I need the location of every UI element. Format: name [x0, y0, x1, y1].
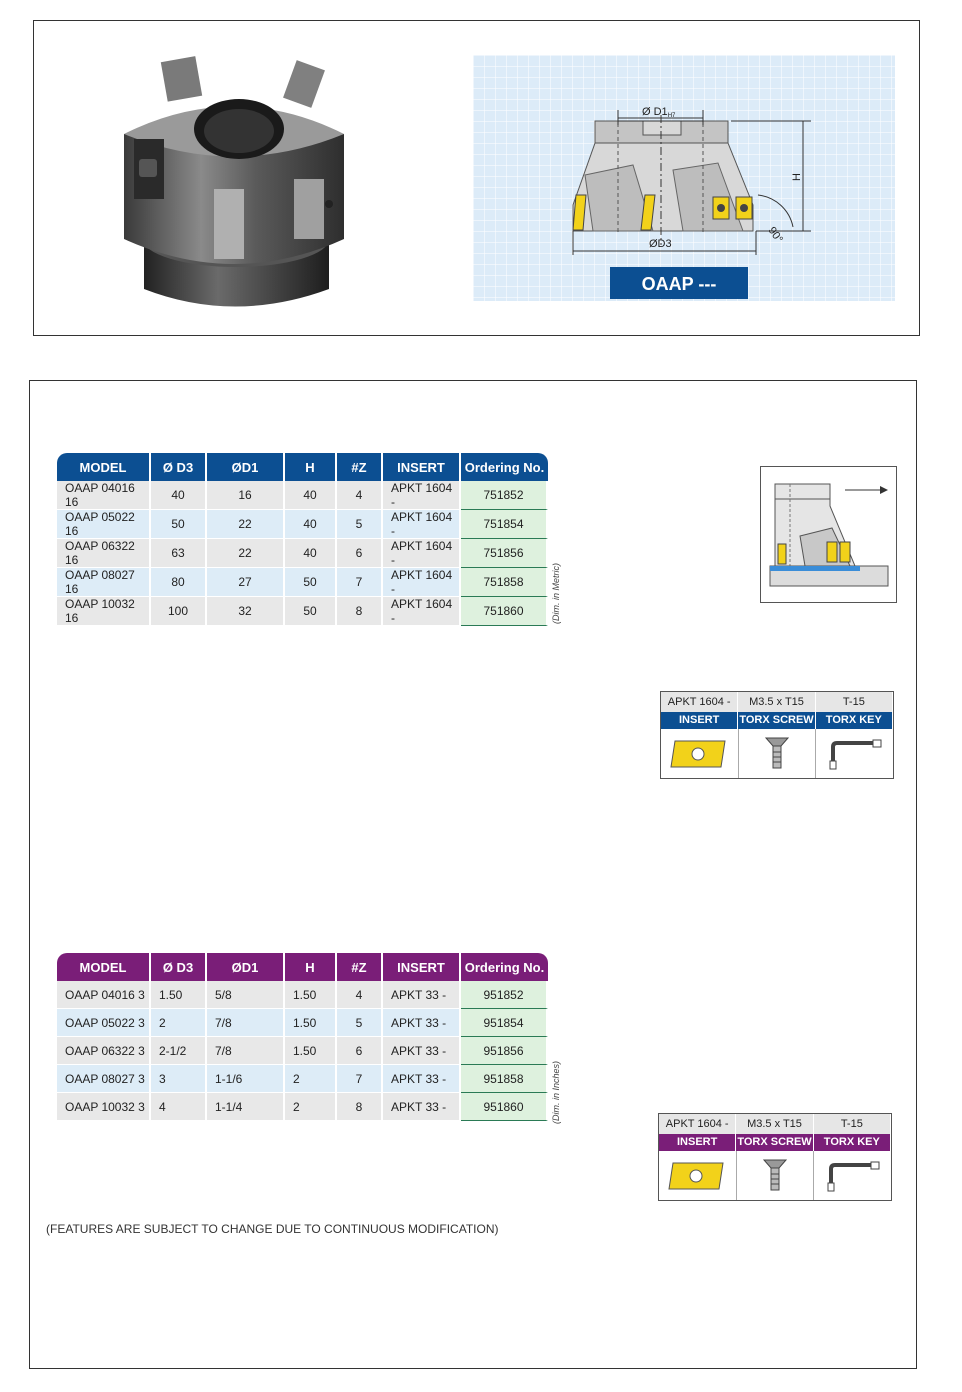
table-cell: 8 — [337, 597, 383, 626]
table-cell: 751854 — [461, 510, 548, 539]
table-cell: OAAP 06322 16 — [57, 539, 151, 568]
table-cell: OAAP 04016 3 — [57, 981, 151, 1009]
column-header: ØD1 — [207, 953, 285, 981]
table-cell: APKT 33 - — [383, 1065, 461, 1093]
table-cell: APKT 33 - — [383, 1093, 461, 1121]
table-cell: 22 — [207, 510, 285, 539]
key-label: TORX KEY — [814, 1134, 891, 1151]
metric-note: (Dim. in Metric) — [551, 563, 561, 624]
table-row — [57, 481, 548, 510]
table-cell: 50 — [285, 568, 337, 597]
table-cell: 2-1/2 — [151, 1037, 207, 1065]
table-cell: 4 — [151, 1093, 207, 1121]
table-cell: 5/8 — [207, 981, 285, 1009]
column-header: MODEL — [57, 453, 151, 481]
angle-label: 90° — [765, 224, 785, 246]
column-header: Ordering No. — [461, 453, 548, 481]
table-cell: 27 — [207, 568, 285, 597]
table-cell: 951854 — [461, 1009, 548, 1037]
table-cell: APKT 1604 - — [383, 539, 461, 568]
table-cell: 7 — [337, 1065, 383, 1093]
column-header: ØD1 — [207, 453, 285, 481]
milling-sketch — [760, 466, 897, 603]
table-cell: 1-1/6 — [207, 1065, 285, 1093]
column-header: INSERT — [383, 953, 461, 981]
table-cell: 32 — [207, 597, 285, 626]
table-cell: APKT 1604 - — [383, 481, 461, 510]
inch-spec-table — [57, 953, 548, 1121]
table-cell: 951856 — [461, 1037, 548, 1065]
table-cell: APKT 33 - — [383, 981, 461, 1009]
table-cell: 7/8 — [207, 1009, 285, 1037]
table-cell: 40 — [151, 481, 207, 510]
table-cell: 40 — [285, 539, 337, 568]
torx-screw-icon — [762, 734, 792, 774]
table-cell: OAAP 04016 16 — [57, 481, 151, 510]
table-cell: APKT 33 - — [383, 1037, 461, 1065]
table-row — [57, 1093, 548, 1121]
table-cell: OAAP 05022 16 — [57, 510, 151, 539]
table-row — [57, 597, 548, 626]
column-header: H — [285, 953, 337, 981]
h-label: H — [791, 173, 803, 181]
d3-label: ØD3 — [649, 238, 672, 250]
key-spec: T-15 — [814, 1114, 891, 1134]
inch-note: (Dim. in Inches) — [551, 1060, 561, 1124]
column-header: Ø D3 — [151, 953, 207, 981]
table-cell: 1.50 — [285, 1037, 337, 1065]
table-cell: OAAP 06322 3 — [57, 1037, 151, 1065]
table-cell: 40 — [285, 510, 337, 539]
table-cell: 1.50 — [285, 1009, 337, 1037]
table-row — [57, 1009, 548, 1037]
table-cell: 40 — [285, 481, 337, 510]
column-header: INSERT — [383, 453, 461, 481]
accessories-metric — [660, 691, 894, 779]
table-cell: 2 — [285, 1065, 337, 1093]
table-cell: 951860 — [461, 1093, 548, 1121]
table-cell: 63 — [151, 539, 207, 568]
table-cell: 4 — [337, 981, 383, 1009]
footer-note: (FEATURES ARE SUBJECT TO CHANGE DUE TO CONTINUOUS MODIFICATION) — [46, 1222, 499, 1236]
screw-spec: M3.5 x T15 — [738, 692, 815, 712]
table-cell: APKT 1604 - — [383, 568, 461, 597]
screw-label: TORX SCREW — [736, 1134, 813, 1151]
table-cell: 4 — [337, 481, 383, 510]
table-cell: 2 — [151, 1009, 207, 1037]
column-header: MODEL — [57, 953, 151, 981]
table-cell: 7 — [337, 568, 383, 597]
table-cell: OAAP 08027 16 — [57, 568, 151, 597]
table-cell: OAAP 10032 3 — [57, 1093, 151, 1121]
table-cell: 50 — [285, 597, 337, 626]
cutter-photo — [104, 39, 374, 324]
technical-diagram — [473, 55, 895, 301]
column-header: #Z — [337, 953, 383, 981]
table-cell: 751852 — [461, 481, 548, 510]
column-header: Ordering No. — [461, 953, 548, 981]
table-cell: 751858 — [461, 568, 548, 597]
table-cell: 751860 — [461, 597, 548, 626]
key-label: TORX KEY — [816, 712, 893, 729]
table-cell: 5 — [337, 1009, 383, 1037]
accessories-inch — [658, 1113, 892, 1201]
table-cell: 100 — [151, 597, 207, 626]
table-row — [57, 510, 548, 539]
table-cell: 6 — [337, 1037, 383, 1065]
table-cell: 80 — [151, 568, 207, 597]
table-cell: APKT 1604 - — [383, 597, 461, 626]
column-header: #Z — [337, 453, 383, 481]
table-row — [57, 1037, 548, 1065]
table-cell: 751856 — [461, 539, 548, 568]
table-cell: 951858 — [461, 1065, 548, 1093]
table-cell: 2 — [285, 1093, 337, 1121]
column-header: H — [285, 453, 337, 481]
insert-icon — [669, 737, 729, 771]
insert-label: INSERT — [661, 712, 738, 729]
table-cell: OAAP 05022 3 — [57, 1009, 151, 1037]
insert-spec: APKT 1604 - — [661, 692, 738, 712]
table-cell: APKT 1604 - — [383, 510, 461, 539]
insert-label: INSERT — [659, 1134, 736, 1151]
torx-key-icon — [825, 737, 885, 771]
table-cell: 1-1/4 — [207, 1093, 285, 1121]
column-header: Ø D3 — [151, 453, 207, 481]
table-row — [57, 539, 548, 568]
key-spec: T-15 — [816, 692, 893, 712]
series-title: OAAP --- — [641, 274, 717, 294]
table-cell: 5 — [337, 510, 383, 539]
table-cell: 951852 — [461, 981, 548, 1009]
table-row — [57, 981, 548, 1009]
table-row — [57, 568, 548, 597]
table-cell: 1.50 — [151, 981, 207, 1009]
table-cell: 6 — [337, 539, 383, 568]
table-cell: 1.50 — [285, 981, 337, 1009]
table-row — [57, 1065, 548, 1093]
d1-label: Ø D1H7 — [642, 106, 676, 119]
table-cell: 7/8 — [207, 1037, 285, 1065]
insert-spec: APKT 1604 - — [659, 1114, 736, 1134]
table-cell: 50 — [151, 510, 207, 539]
torx-key-icon — [823, 1159, 883, 1193]
table-cell: 16 — [207, 481, 285, 510]
table-cell: 3 — [151, 1065, 207, 1093]
product-panel — [33, 20, 920, 336]
metric-spec-table — [57, 453, 548, 626]
insert-icon — [667, 1159, 727, 1193]
table-cell: APKT 33 - — [383, 1009, 461, 1037]
table-cell: 22 — [207, 539, 285, 568]
screw-label: TORX SCREW — [738, 712, 815, 729]
table-cell: OAAP 10032 16 — [57, 597, 151, 626]
table-cell: 8 — [337, 1093, 383, 1121]
screw-spec: M3.5 x T15 — [736, 1114, 813, 1134]
table-cell: OAAP 08027 3 — [57, 1065, 151, 1093]
torx-screw-icon — [760, 1156, 790, 1196]
